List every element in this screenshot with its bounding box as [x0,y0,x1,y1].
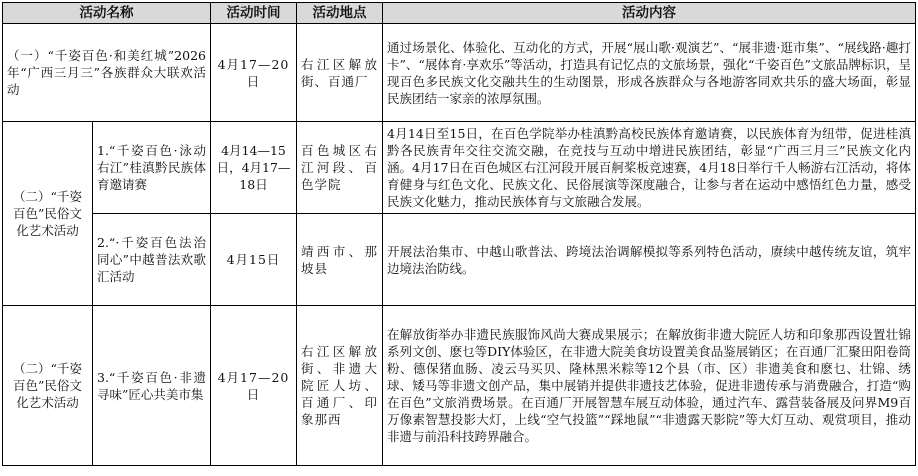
activity-place-cell: 百色城区右江河段、百色学院 [297,122,383,214]
table-row [3,214,916,306]
header-time: 活动时间 [211,3,297,24]
table-row [3,24,916,122]
group-label-cell: （二）“千姿百色”民俗文化艺术活动 [3,306,93,466]
header-content: 活动内容 [383,3,916,24]
header-row [3,3,916,24]
activity-time-cell: 4月14—15日，4月17—18日 [211,122,297,214]
activity-content-cell: 开展法治集市、中越山歌普法、跨境法治调解模拟等系列特色活动，赓续中越传统友谊，筑牢边境法治防线。 [383,214,916,306]
group-label-cell: （二）“千姿百色”民俗文化艺术活动 [3,122,93,306]
activity-name-cell: 2.“·千姿百色法治同心”中越普法欢歌汇活动 [93,214,211,306]
activity-content-cell: 在解放街举办非遗民族服饰风尚大赛成果展示；在解放街非遗大院匠人坊和印象那西设置壮锦系列文创、麽乜等DIY体验区，在非遗大院美食坊设置美食品鉴展销区；在百通厂汇聚田阳卷筒粉、德保猪血肠、凌云马买贝、隆林黑米粽等12个县（市、区）非遗美食和麽乜、壮锦、绣球、矮马等非遗文创产品，集中展销并提供非遗技艺体验，促进非遗传承与消费融合，打造“购在百色”文旅消费场景。在百通厂开展智慧车展互动体验，通过汽车、露营装备展及问界M9百万像素智慧投影大灯，上线“空气投篮”“踩地鼠”“非遗露天影院”等大灯互动、观赏项目，推动非遗与前沿科技跨界融合。 [383,306,916,466]
activity-time-cell: 4月17—20日 [211,24,297,122]
events-table [2,2,916,466]
activity-place-cell: 右江区解放街、百通厂 [297,24,383,122]
header-place: 活动地点 [297,3,383,24]
activity-name-cell: 1.“千姿百色·泳动右江”桂滇黔民族体育邀请赛 [93,122,211,214]
activity-name-cell: （一）“千姿百色·和美红城”2026年“广西三月三”各族群众大联欢活动 [3,24,211,122]
activity-name-cell: 3.“千姿百色·非遗寻味”匠心共美市集 [93,306,211,466]
activity-place-cell: 靖西市、那坡县 [297,214,383,306]
header-name: 活动名称 [3,3,211,24]
table-row [3,306,916,466]
table-row [3,122,916,214]
activity-time-cell: 4月15日 [211,214,297,306]
activity-content-cell: 4月14日至15日，在百色学院举办桂滇黔高校民族体育邀请赛，以民族体育为纽带，促进桂滇黔各民族青年交往交流交融，在竞技与互动中增进民族团结，彰显“广西三月三”民族文化内涵。4月17日在百色城区右江河段开展百舸桨板竞速赛，4月18日举行千人畅游右江活动，将体育健身与红色文化、民族文化、民俗展演等深度融合，让参与者在运动中感悟红色力量，感受民族文化魅力，推动民族体育与文旅融合发展。 [383,122,916,214]
activity-time-cell: 4月17—20日 [211,306,297,466]
activity-content-cell: 通过场景化、体验化、互动化的方式，开展“展山歌·观演艺”、“展非遗·逛市集”、“展线路·趣打卡”、“展体育·享欢乐”等活动，打造具有记忆点的文旅场景，强化“千姿百色”文旅品牌标识，呈现百色多民族文化交融共生的生动图景，形成各族群众与各地游客同欢共乐的盛大场面，彰显民族团结一家亲的浓厚氛围。 [383,24,916,122]
activity-place-cell: 右江区解放街、非遗大院匠人坊、百通厂、印象那西 [297,306,383,466]
